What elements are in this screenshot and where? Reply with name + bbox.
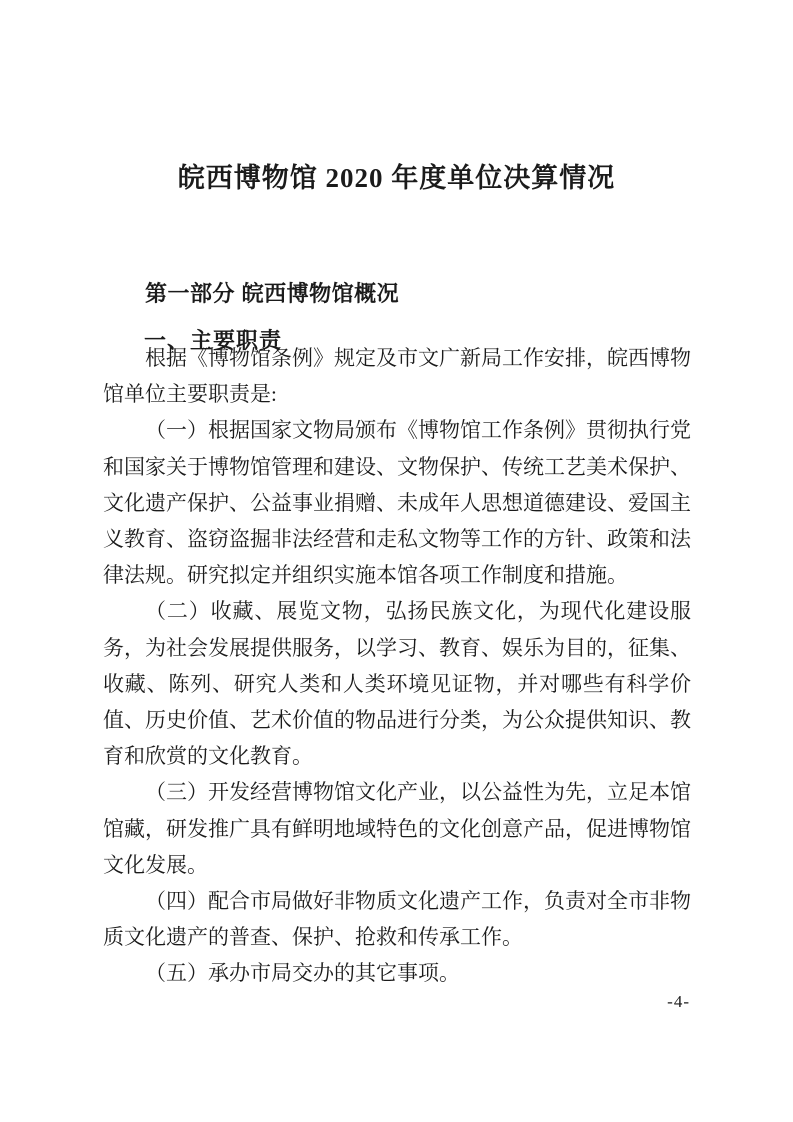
paragraph-duty-2: （二）收藏、展览文物，弘扬民族文化，为现代化建设服务，为社会发展提供服务，以学习、教育、娱乐为目的，征集、收藏、陈列、研究人类和人类环境见证物，并对哪些有科学价值、历史价值、艺术价值的物品进行分类，为公众提供知识、教育和欣赏的文化教育。 xyxy=(103,599,691,769)
section-heading-main-duties: 一、主要职责 xyxy=(144,328,283,353)
body-text-block xyxy=(103,340,691,992)
paragraph-duty-1: （一）根据国家文物局颁布《博物馆工作条例》贯彻执行党和国家关于博物馆管理和建设、文物保护、传统工艺美术保护、文化遗产保护、公益事业捐赠、未成年人思想道德建设、爱国主义教育、盗窃盗掘非法经营和走私文物等工作的方针、政策和法律法规。研究拟定并组织实施本馆各项工作制度和措施。 xyxy=(103,418,691,588)
part-one-heading: 第一部分 皖西博物馆概况 xyxy=(145,281,400,307)
document-title: 皖西博物馆 2020 年度单位决算情况 xyxy=(177,163,616,194)
paragraph-duty-5: （五）承办市局交办的其它事项。 xyxy=(145,961,460,986)
paragraph-duty-4: （四）配合市局做好非物质文化遗产工作，负责对全市非物质文化遗产的普查、保护、抢救和传承工作。 xyxy=(103,889,691,950)
page-number: -4- xyxy=(667,992,690,1011)
paragraph-intro: 根据《博物馆条例》规定及市文广新局工作安排，皖西博物馆单位主要职责是: xyxy=(103,346,691,407)
paragraph-duty-3: （三）开发经营博物馆文化产业，以公益性为先，立足本馆馆藏，研发推广具有鲜明地域特色的文化创意产品，促进博物馆文化发展。 xyxy=(103,780,691,877)
